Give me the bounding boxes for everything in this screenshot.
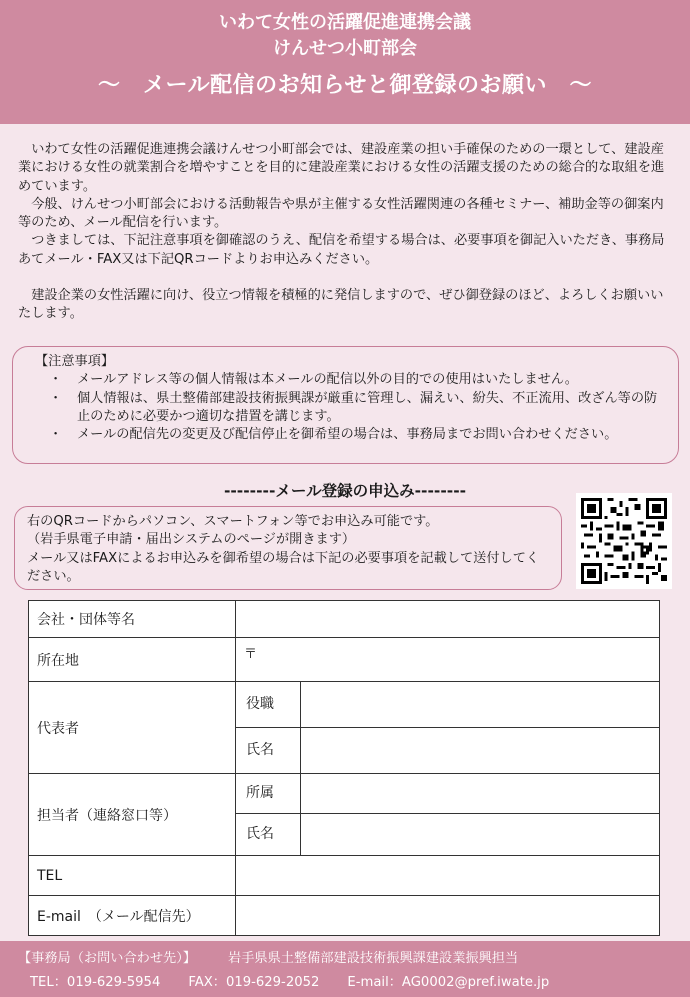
note-text: メールアドレス等の個人情報は本メールの配信以外の目的での使用はいたしません。 (77, 372, 578, 388)
form-row-tel (29, 856, 660, 896)
contact-label: 担当者（連絡窓口等） (29, 774, 236, 856)
header-title-organization: いわて女性の活躍促進連携会議 (219, 12, 471, 33)
qr-code-icon (581, 498, 667, 584)
office-label: 【事務局（お問い合わせ先）】 (18, 951, 197, 966)
note-text: メールの配信先の変更及び配信停止を御希望の場合は、事務局までお問い合わせください。 (77, 427, 618, 443)
rep-name-field[interactable] (301, 728, 660, 774)
contact-dept-field[interactable] (301, 774, 660, 814)
notes-list (35, 371, 664, 444)
footer-contact (0, 941, 690, 997)
intro-paragraph: 建設企業の女性活躍に向け、役立つ情報を積極的に発信しますので、ぜひ御登録のほど、よろしくお願いいたします。 (18, 288, 664, 322)
qr-code[interactable] (576, 493, 672, 589)
office-name: 岩手県県土整備部建設技術振興課建設業振興担当 (228, 951, 519, 966)
registration-form (28, 600, 660, 936)
header-title-main: ～ メール配信のお知らせと御登録のお願い ～ (98, 73, 592, 98)
notes-box (12, 346, 679, 464)
intro-text (18, 141, 670, 324)
contact-name-field[interactable] (301, 814, 660, 856)
bullet-icon: ・ (49, 427, 63, 443)
form-row-email (29, 896, 660, 936)
postal-mark: 〒 (244, 647, 258, 662)
office-tel: TEL：019-629-5954 (30, 975, 161, 990)
representative-label: 代表者 (29, 682, 236, 774)
tel-field[interactable] (236, 856, 660, 896)
list-item (35, 390, 664, 427)
form-row-address (29, 638, 660, 682)
list-item (35, 371, 664, 389)
qr-instructions-box (14, 506, 562, 590)
address-label: 所在地 (29, 638, 236, 682)
company-field[interactable] (236, 601, 660, 638)
form-row-contact-dept (29, 774, 660, 814)
rep-title-label: 役職 (236, 682, 301, 728)
address-field[interactable] (236, 638, 660, 682)
tel-label: TEL (29, 856, 236, 896)
qr-instruction-line: 右のQRコードからパソコン、スマートフォン等でお申込み可能です。 (27, 514, 439, 529)
contact-name-label: 氏名 (236, 814, 301, 856)
rep-name-label: 氏名 (236, 728, 301, 774)
email-label: E-mail （メール配信先） (29, 896, 236, 936)
header-banner (0, 0, 690, 124)
qr-instruction-line: （岩手県電子申請・届出システムのページが開きます） (27, 532, 356, 548)
notes-title: 【注意事項】 (35, 354, 115, 369)
bullet-icon: ・ (49, 372, 63, 388)
form-row-rep-title (29, 682, 660, 728)
form-row-company (29, 601, 660, 638)
bullet-icon: ・ (49, 390, 63, 406)
company-label: 会社・団体等名 (29, 601, 236, 638)
contact-dept-label: 所属 (236, 774, 301, 814)
email-field[interactable] (236, 896, 660, 936)
section-title: --------メール登録の申込み-------- (223, 482, 467, 500)
note-text: 個人情報は、県土整備部建設技術振興課が厳重に管理し、漏えい、紛失、不正流用、改ざん等の防止のために必要かつ適切な措置を講じます。 (77, 390, 658, 424)
header-title-division: けんせつ小町部会 (273, 38, 417, 59)
intro-paragraph: つきましては、下記注意事項を御確認のうえ、配信を希望する場合は、必要事項を御記入いただき、事務局あてメール・FAX又は下記QRコードよりお申込みください。 (18, 233, 665, 267)
intro-paragraph: いわて女性の活躍促進連携会議けんせつ小町部会では、建設産業の担い手確保のための一環として、建設産業における女性の就業割合を増やすことを目的に建設産業における女性の活躍支援のための総合的な取組を進めています。 (18, 142, 665, 194)
rep-title-field[interactable] (301, 682, 660, 728)
list-item (35, 426, 664, 444)
office-email[interactable]: E-mail：AG0002@pref.iwate.jp (347, 975, 550, 990)
office-fax: FAX：019-629-2052 (188, 975, 320, 990)
intro-paragraph: 今般、けんせつ小町部会における活動報告や県が主催する女性活躍関連の各種セミナー、補助金等の御案内等のため、メール配信を行います。 (18, 196, 664, 231)
qr-instruction-line: メール又はFAXによるお申込みを御希望の場合は下記の必要事項を記載して送付してください。 (27, 550, 540, 584)
